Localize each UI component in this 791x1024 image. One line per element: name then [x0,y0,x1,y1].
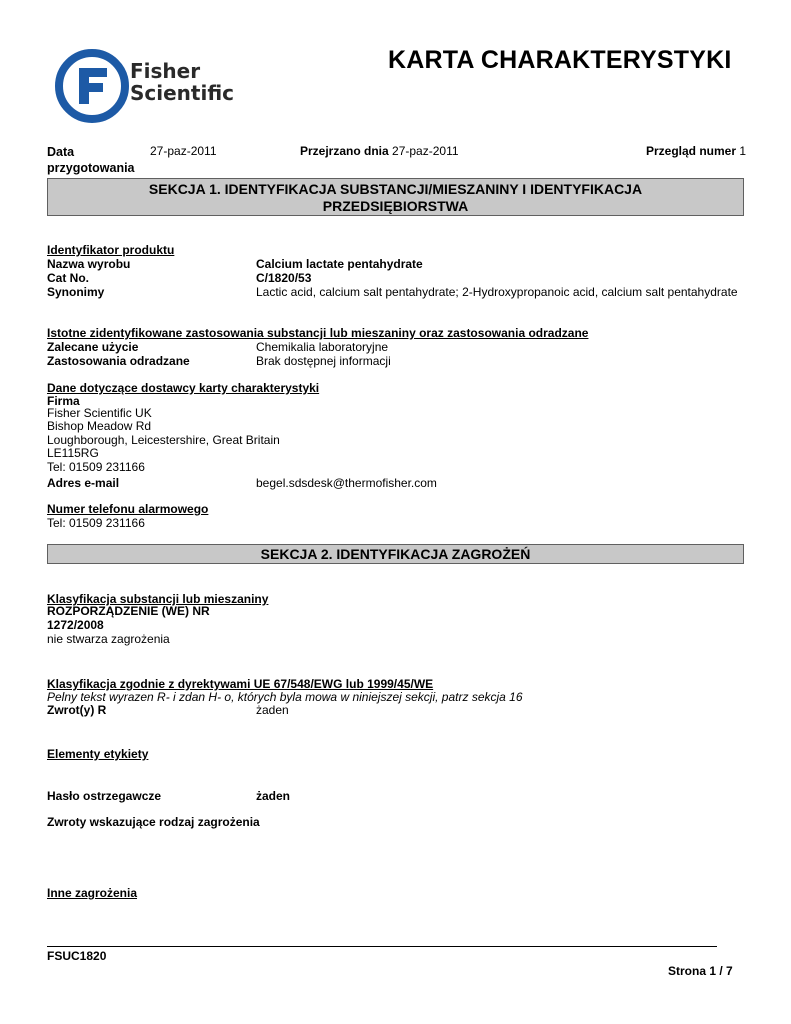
cat-value: C/1820/53 [256,271,312,285]
page-number: Strona 1 / 7 [668,964,733,978]
company-line: Bishop Meadow Rd [47,419,152,434]
prep-date-value: 27-paz-2011 [150,144,217,158]
section1-title-line2: PRZEDSIĘBIORSTWA [322,198,469,214]
review-value: 1 [739,144,747,158]
r-phrases-value: żaden [256,703,289,717]
label-elements-heading: Elementy etykiety [47,747,149,761]
classification-heading: Klasyfikacja substancji lub mieszaniny [47,592,269,606]
directive-note: Pelny tekst wyrazen R- i zdan H- o, których byla mowa w niniejszej sekcji, patrz sekcja 16 [47,690,523,704]
regulation-value: nie stwarza zagrożenia [47,632,170,646]
discouraged-use-value: Brak dostępnej informacji [256,354,391,368]
logo-line1: Fisher [130,59,201,83]
review-number [646,144,746,158]
prep-label-line1: Data [47,145,75,159]
uses-heading: Istotne zidentyfikowane zastosowania substancji lub mieszaniny oraz zastosowania odradzane [47,326,589,340]
section1-header [47,178,744,216]
company-line: Tel: 01509 231166 [47,459,145,474]
product-name-label: Nazwa wyrobu [47,257,131,271]
footer-code: FSUC1820 [47,949,107,963]
review-label: Przegląd numer [646,144,737,158]
regulation-label [47,605,210,632]
company-label: Firma [47,394,80,408]
prep-label-line2: przygotowania [47,161,135,175]
fisher-scientific-logo-icon [52,46,132,126]
regulation-line1: ROZPORZĄDZENIE (WE) NR [47,604,210,618]
section2-header [47,544,744,564]
prep-date-label [47,144,135,176]
company-line: LE115RG [47,446,99,461]
logo-text [130,60,234,104]
document-title: KARTA CHARAKTERYSTYKI [388,46,732,74]
product-identifier-heading: Identyfikator produktu [47,243,175,257]
product-name-value: Calcium lactate pentahydrate [256,257,423,271]
footer-divider [47,946,717,947]
revised-value: 27-paz-2011 [392,144,459,158]
regulation-line2: 1272/2008 [47,617,104,632]
r-phrases-label: Zwrot(y) R [47,703,107,717]
emergency-heading: Numer telefonu alarmowego [47,502,209,516]
discouraged-use-label: Zastosowania odradzane [47,354,190,368]
recommended-use-value: Chemikalia laboratoryjne [256,340,389,354]
section1-title-line1: SEKCJA 1. IDENTYFIKACJA SUBSTANCJI/MIESZANINY I IDENTYFIKACJA [148,181,643,197]
company-address [47,407,280,474]
section2-title: SEKCJA 2. IDENTYFIKACJA ZAGROŻEŃ [260,546,531,562]
company-line: Loughborough, Leicestershire, Great Britain [47,432,280,447]
synonyms-label: Synonimy [47,285,105,299]
synonyms-value: Lactic acid, calcium salt pentahydrate; 2-Hydroxypropanoic acid, calcium salt pentahydrate [256,285,738,299]
revised-date [300,144,459,158]
directive-heading: Klasyfikacja zgodnie z dyrektywami UE 67/548/EWG lub 1999/45/WE [47,677,434,691]
cat-label: Cat No. [47,271,89,285]
recommended-use-label: Zalecane użycie [47,340,139,354]
signal-word-value: żaden [256,789,291,803]
emergency-value: Tel: 01509 231166 [47,516,145,530]
supplier-heading: Dane dotyczące dostawcy karty charakterystyki [47,381,320,395]
email-label: Adres e-mail [47,476,120,490]
logo-line2: Scientific [130,81,235,105]
revised-label: Przejrzano dnia [300,144,389,158]
hazard-statements-label: Zwroty wskazujące rodzaj zagrożenia [47,815,260,829]
signal-word-label: Hasło ostrzegawcze [47,789,162,803]
company-line: Fisher Scientific UK [47,406,152,420]
other-hazards-heading: Inne zagrożenia [47,886,138,900]
email-value: begel.sdsdesk@thermofisher.com [256,476,437,490]
